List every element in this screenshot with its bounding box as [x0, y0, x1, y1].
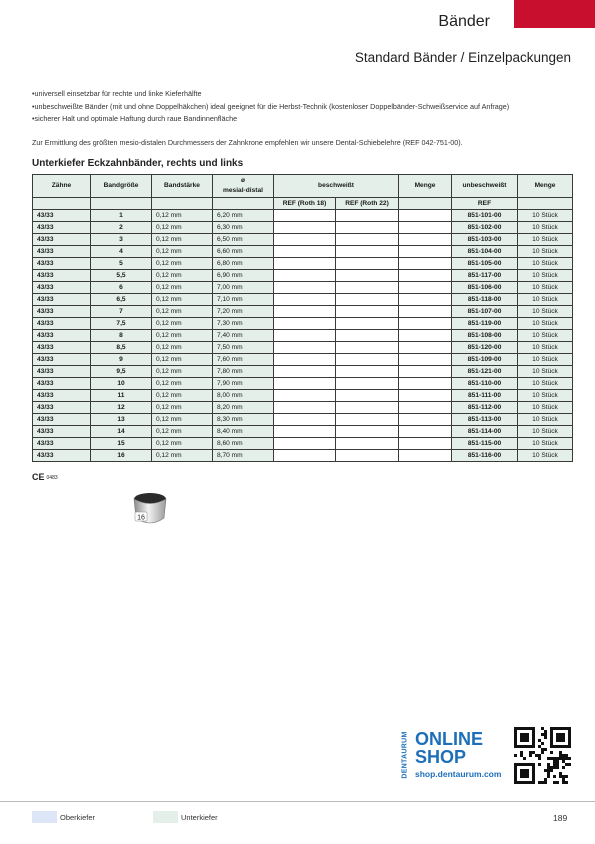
cell-size: 1	[91, 210, 152, 222]
cell-thickness: 0,12 mm	[152, 246, 213, 258]
cell-qty: 10 Stück	[518, 354, 573, 366]
cell-quantity	[399, 294, 452, 306]
cell-teeth: 43/33	[33, 306, 91, 318]
shop-title-line2: SHOP	[415, 747, 467, 767]
cell-ref-roth22	[336, 426, 399, 438]
cell-thickness: 0,12 mm	[152, 306, 213, 318]
cell-ref: 851-106-00	[452, 282, 518, 294]
cell-ref-roth22	[336, 378, 399, 390]
cell-size: 7	[91, 306, 152, 318]
cell-qty: 10 Stück	[518, 330, 573, 342]
cell-thickness: 0,12 mm	[152, 414, 213, 426]
cell-diameter: 6,50 mm	[213, 234, 274, 246]
cell-ref-roth22	[336, 354, 399, 366]
cell-diameter: 6,80 mm	[213, 258, 274, 270]
cell-ref-roth18	[274, 306, 336, 318]
table-row	[33, 390, 573, 402]
cell-qty: 10 Stück	[518, 210, 573, 222]
cell-ref: 851-120-00	[452, 342, 518, 354]
cell-ref: 851-103-00	[452, 234, 518, 246]
cell-thickness: 0,12 mm	[152, 270, 213, 282]
cell-ref-roth22	[336, 294, 399, 306]
cell-quantity	[399, 426, 452, 438]
cell-qty: 10 Stück	[518, 318, 573, 330]
cell-thickness: 0,12 mm	[152, 342, 213, 354]
cell-ref: 851-121-00	[452, 366, 518, 378]
cell-diameter: 7,50 mm	[213, 342, 274, 354]
cell-size: 2	[91, 222, 152, 234]
cell-quantity	[399, 246, 452, 258]
cell-teeth: 43/33	[33, 234, 91, 246]
cell-quantity	[399, 342, 452, 354]
cell-teeth: 43/33	[33, 354, 91, 366]
cell-ref-roth22	[336, 414, 399, 426]
cell-size: 14	[91, 426, 152, 438]
table-row	[33, 222, 573, 234]
cell-qty: 10 Stück	[518, 402, 573, 414]
cell-ref-roth22	[336, 330, 399, 342]
cell-ref: 851-115-00	[452, 438, 518, 450]
legend-label-upper: Oberkiefer	[60, 813, 96, 822]
cell-ref-roth18	[274, 450, 336, 462]
cell-quantity	[399, 258, 452, 270]
cell-ref: 851-101-00	[452, 210, 518, 222]
cell-quantity	[399, 210, 452, 222]
cell-qty: 10 Stück	[518, 414, 573, 426]
table-row	[33, 342, 573, 354]
cell-ref-roth18	[274, 438, 336, 450]
cell-ref-roth18	[274, 282, 336, 294]
cell-diameter: 8,40 mm	[213, 426, 274, 438]
cell-teeth: 43/33	[33, 342, 91, 354]
cell-ref-roth22	[336, 450, 399, 462]
col-header-diameter	[213, 175, 274, 198]
cell-ref: 851-117-00	[452, 270, 518, 282]
cell-quantity	[399, 282, 452, 294]
cell-ref-roth18	[274, 258, 336, 270]
cell-diameter: 6,90 mm	[213, 270, 274, 282]
cell-ref: 851-114-00	[452, 426, 518, 438]
cell-qty: 10 Stück	[518, 450, 573, 462]
cell-teeth: 43/33	[33, 390, 91, 402]
section-color-tab	[514, 0, 595, 28]
cell-ref-roth22	[336, 306, 399, 318]
cell-ref-roth18	[274, 366, 336, 378]
cell-thickness: 0,12 mm	[152, 222, 213, 234]
diameter-label: mesial-distal	[223, 187, 263, 194]
cell-ref: 851-111-00	[452, 390, 518, 402]
cell-size: 8,5	[91, 342, 152, 354]
cell-qty: 10 Stück	[518, 222, 573, 234]
cell-size: 8	[91, 330, 152, 342]
cell-diameter: 7,10 mm	[213, 294, 274, 306]
cell-teeth: 43/33	[33, 330, 91, 342]
cell-thickness: 0,12 mm	[152, 318, 213, 330]
col-header-ref-roth18: REF (Roth 18)	[274, 198, 336, 210]
cell-thickness: 0,12 mm	[152, 426, 213, 438]
cell-diameter: 8,30 mm	[213, 414, 274, 426]
cell-size: 6,5	[91, 294, 152, 306]
cell-qty: 10 Stück	[518, 306, 573, 318]
col-header-quantity2: Menge	[518, 175, 573, 198]
cell-ref-roth18	[274, 390, 336, 402]
cell-ref-roth22	[336, 258, 399, 270]
table-row	[33, 426, 573, 438]
cell-thickness: 0,12 mm	[152, 438, 213, 450]
table-row	[33, 354, 573, 366]
cell-ref-roth18	[274, 342, 336, 354]
cell-ref-roth22	[336, 390, 399, 402]
cell-quantity	[399, 450, 452, 462]
cell-ref-roth18	[274, 354, 336, 366]
table-row	[33, 450, 573, 462]
cell-size: 12	[91, 402, 152, 414]
cell-qty: 10 Stück	[518, 270, 573, 282]
cell-teeth: 43/33	[33, 378, 91, 390]
feature-item: • unbeschweißte Bänder (mit und ohne Doppelhäkchen) ideal geeignet für die Herbst-Technik (kostenloser Doppelbänder-Schweißservice auf Anfrage)	[32, 101, 509, 114]
cell-thickness: 0,12 mm	[152, 294, 213, 306]
cell-ref-roth18	[274, 294, 336, 306]
cell-teeth: 43/33	[33, 270, 91, 282]
page-number: 189	[553, 813, 568, 823]
brand-logo: DENTAURUM	[401, 731, 409, 779]
measurement-note: Zur Ermittlung des größten mesio-distalen Durchmessers der Zahnkrone empfehlen wir unsere Dental-Schiebelehre (REF 042-751-00).	[32, 138, 463, 147]
cell-size: 5	[91, 258, 152, 270]
cell-diameter: 7,00 mm	[213, 282, 274, 294]
cell-teeth: 43/33	[33, 210, 91, 222]
section-title: Bänder	[438, 13, 490, 30]
cell-teeth: 43/33	[33, 402, 91, 414]
cell-ref-roth22	[336, 246, 399, 258]
cell-teeth: 43/33	[33, 294, 91, 306]
cell-ref-roth22	[336, 438, 399, 450]
table-title: Unterkiefer Eckzahnbänder, rechts und links	[32, 158, 244, 169]
cell-ref: 851-119-00	[452, 318, 518, 330]
shop-url[interactable]: shop.dentaurum.com	[415, 769, 502, 779]
cell-ref: 851-107-00	[452, 306, 518, 318]
cell-thickness: 0,12 mm	[152, 354, 213, 366]
cell-ref-roth22	[336, 210, 399, 222]
band-product-image	[128, 490, 174, 530]
cell-ref-roth18	[274, 378, 336, 390]
cell-quantity	[399, 330, 452, 342]
cell-ref-roth18	[274, 234, 336, 246]
cell-teeth: 43/33	[33, 438, 91, 450]
cell-diameter: 7,60 mm	[213, 354, 274, 366]
table-row	[33, 414, 573, 426]
legend-swatch-lower	[153, 811, 178, 823]
cell-thickness: 0,12 mm	[152, 450, 213, 462]
cell-diameter: 7,90 mm	[213, 378, 274, 390]
cell-ref: 851-102-00	[452, 222, 518, 234]
cell-teeth: 43/33	[33, 366, 91, 378]
cell-teeth: 43/33	[33, 246, 91, 258]
cell-ref: 851-109-00	[452, 354, 518, 366]
cell-diameter: 7,30 mm	[213, 318, 274, 330]
qr-code-icon[interactable]	[514, 727, 571, 784]
online-shop-banner[interactable]	[399, 727, 515, 784]
cell-ref-roth22	[336, 282, 399, 294]
table-row	[33, 438, 573, 450]
table-row	[33, 210, 573, 222]
cell-teeth: 43/33	[33, 318, 91, 330]
cell-quantity	[399, 354, 452, 366]
cell-size: 7,5	[91, 318, 152, 330]
cell-diameter: 8,60 mm	[213, 438, 274, 450]
cell-size: 13	[91, 414, 152, 426]
ce-symbol: CE	[32, 472, 45, 482]
cell-qty: 10 Stück	[518, 258, 573, 270]
table-row	[33, 366, 573, 378]
cell-teeth: 43/33	[33, 426, 91, 438]
cell-qty: 10 Stück	[518, 282, 573, 294]
cell-thickness: 0,12 mm	[152, 366, 213, 378]
feature-list	[32, 88, 509, 126]
table-row	[33, 294, 573, 306]
legend-label-lower: Unterkiefer	[181, 813, 218, 822]
col-header-ref-roth22: REF (Roth 22)	[336, 198, 399, 210]
cell-thickness: 0,12 mm	[152, 402, 213, 414]
cell-thickness: 0,12 mm	[152, 282, 213, 294]
col-header-welded: beschweißt	[274, 175, 399, 198]
cell-teeth: 43/33	[33, 222, 91, 234]
cell-thickness: 0,12 mm	[152, 378, 213, 390]
cell-qty: 10 Stück	[518, 438, 573, 450]
cell-quantity	[399, 438, 452, 450]
cell-qty: 10 Stück	[518, 390, 573, 402]
cell-ref-roth22	[336, 342, 399, 354]
band-table	[32, 174, 573, 462]
col-header-ref: REF	[452, 198, 518, 210]
cell-size: 10	[91, 378, 152, 390]
table-row	[33, 330, 573, 342]
cell-size: 11	[91, 390, 152, 402]
cell-teeth: 43/33	[33, 414, 91, 426]
cell-qty: 10 Stück	[518, 426, 573, 438]
cell-thickness: 0,12 mm	[152, 390, 213, 402]
cell-thickness: 0,12 mm	[152, 210, 213, 222]
table-row	[33, 378, 573, 390]
cell-ref-roth18	[274, 414, 336, 426]
cell-ref: 851-104-00	[452, 246, 518, 258]
cell-ref-roth18	[274, 210, 336, 222]
cell-size: 6	[91, 282, 152, 294]
cell-diameter: 7,20 mm	[213, 306, 274, 318]
cell-quantity	[399, 414, 452, 426]
cell-size: 9	[91, 354, 152, 366]
cell-qty: 10 Stück	[518, 378, 573, 390]
col-header-thickness: Bandstärke	[152, 175, 213, 198]
cell-quantity	[399, 222, 452, 234]
cell-size: 9,5	[91, 366, 152, 378]
cell-quantity	[399, 270, 452, 282]
cell-diameter: 6,60 mm	[213, 246, 274, 258]
diameter-symbol: ø	[240, 177, 246, 184]
cell-size: 3	[91, 234, 152, 246]
cell-quantity	[399, 306, 452, 318]
col-header-unwelded: unbeschweißt	[452, 175, 518, 198]
cell-qty: 10 Stück	[518, 294, 573, 306]
table-row	[33, 234, 573, 246]
band-size-label: 16	[137, 514, 145, 522]
cell-thickness: 0,12 mm	[152, 234, 213, 246]
feature-item: • universell einsetzbar für rechte und linke Kieferhälfte	[32, 88, 509, 101]
cell-diameter: 6,30 mm	[213, 222, 274, 234]
feature-item: • sicherer Halt und optimale Haftung durch raue Bandinnenfläche	[32, 113, 509, 126]
table-row	[33, 318, 573, 330]
cell-quantity	[399, 366, 452, 378]
cell-ref: 851-113-00	[452, 414, 518, 426]
cell-ref-roth18	[274, 270, 336, 282]
cell-diameter: 7,40 mm	[213, 330, 274, 342]
cell-teeth: 43/33	[33, 450, 91, 462]
cell-size: 16	[91, 450, 152, 462]
cell-ref: 851-105-00	[452, 258, 518, 270]
page-subtitle: Standard Bänder / Einzelpackungen	[354, 50, 571, 65]
table-row	[33, 258, 573, 270]
cell-ref-roth18	[274, 426, 336, 438]
cell-quantity	[399, 378, 452, 390]
cell-size: 5,5	[91, 270, 152, 282]
legend-swatch-upper	[32, 811, 57, 823]
table-row	[33, 270, 573, 282]
cell-quantity	[399, 402, 452, 414]
cell-ref-roth18	[274, 402, 336, 414]
cell-quantity	[399, 318, 452, 330]
cell-ref: 851-118-00	[452, 294, 518, 306]
cell-ref-roth22	[336, 402, 399, 414]
cell-ref-roth18	[274, 330, 336, 342]
cell-ref-roth18	[274, 222, 336, 234]
cell-ref-roth18	[274, 246, 336, 258]
cell-teeth: 43/33	[33, 282, 91, 294]
cell-diameter: 8,00 mm	[213, 390, 274, 402]
ce-number: 0483	[46, 474, 58, 481]
cell-ref: 851-116-00	[452, 450, 518, 462]
table-row	[33, 282, 573, 294]
cell-qty: 10 Stück	[518, 234, 573, 246]
cell-qty: 10 Stück	[518, 366, 573, 378]
cell-diameter: 8,70 mm	[213, 450, 274, 462]
cell-qty: 10 Stück	[518, 342, 573, 354]
shop-title-line1: ONLINE	[415, 729, 484, 749]
cell-ref-roth18	[274, 318, 336, 330]
cell-ref: 851-110-00	[452, 378, 518, 390]
cell-ref-roth22	[336, 270, 399, 282]
col-header-quantity: Menge	[399, 175, 452, 198]
cell-teeth: 43/33	[33, 258, 91, 270]
ce-mark	[32, 472, 58, 482]
cell-diameter: 8,20 mm	[213, 402, 274, 414]
col-header-size: Bandgröße	[91, 175, 152, 198]
cell-thickness: 0,12 mm	[152, 330, 213, 342]
cell-ref-roth22	[336, 318, 399, 330]
cell-ref-roth22	[336, 234, 399, 246]
cell-qty: 10 Stück	[518, 246, 573, 258]
cell-thickness: 0,12 mm	[152, 258, 213, 270]
cell-diameter: 7,80 mm	[213, 366, 274, 378]
table-row	[33, 402, 573, 414]
cell-size: 15	[91, 438, 152, 450]
cell-ref: 851-112-00	[452, 402, 518, 414]
table-row	[33, 306, 573, 318]
cell-size: 4	[91, 246, 152, 258]
cell-ref-roth22	[336, 222, 399, 234]
cell-quantity	[399, 234, 452, 246]
cell-ref: 851-108-00	[452, 330, 518, 342]
cell-quantity	[399, 390, 452, 402]
table-row	[33, 246, 573, 258]
cell-diameter: 6,20 mm	[213, 210, 274, 222]
col-header-teeth: Zähne	[33, 175, 91, 198]
footer-divider	[0, 801, 595, 802]
cell-ref-roth22	[336, 366, 399, 378]
